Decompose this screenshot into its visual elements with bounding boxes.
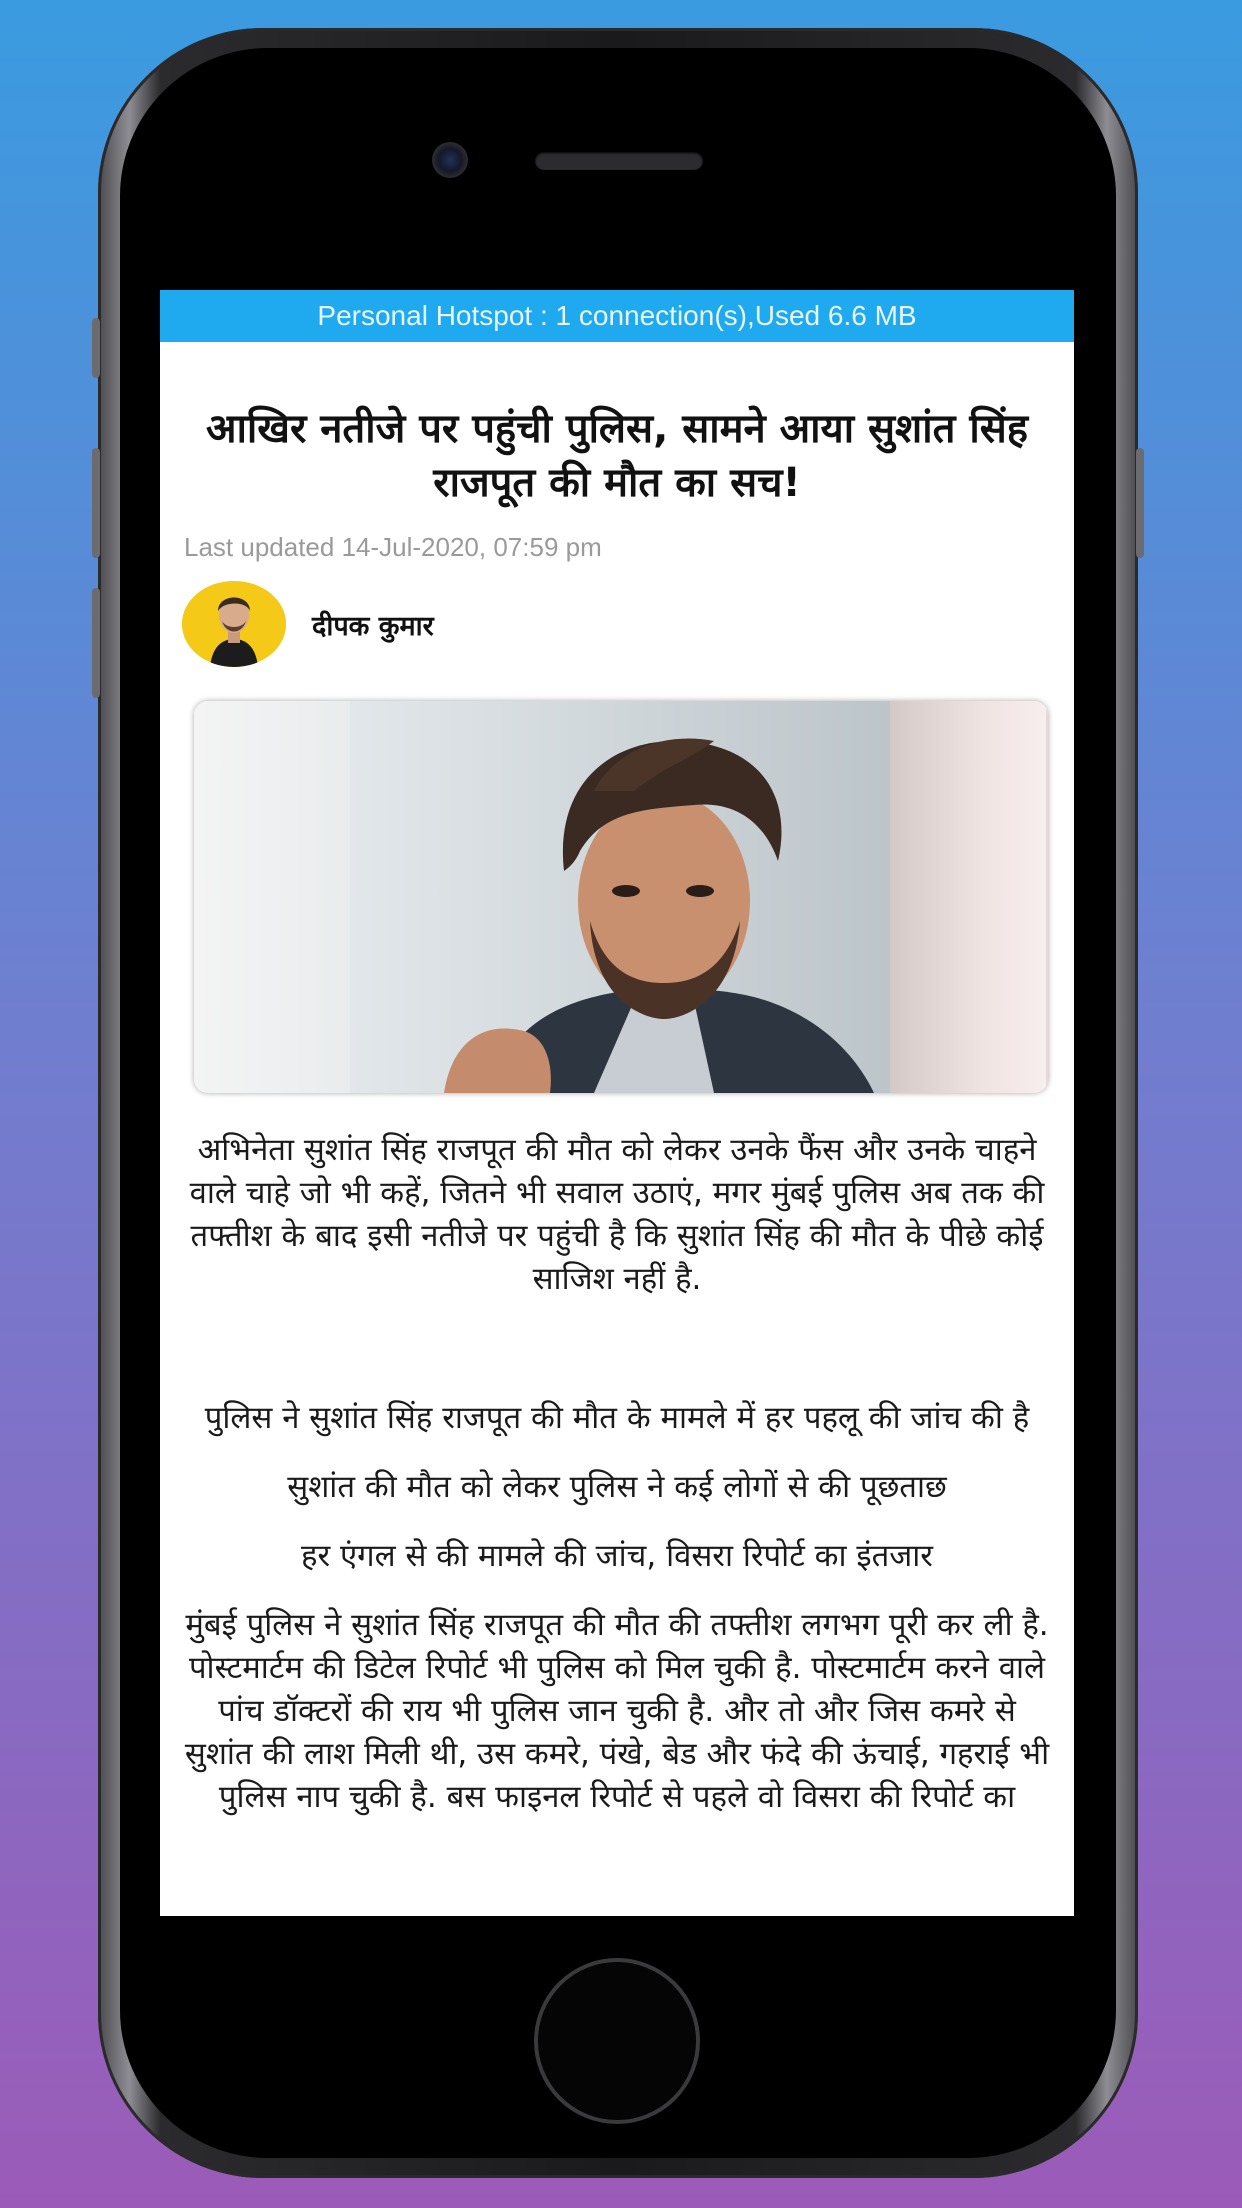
volume-down-button bbox=[92, 588, 100, 698]
article-paragraph: अभिनेता सुशांत सिंह राजपूत की मौत को लेकर उनके फैंस और उनके चाहने वाले चाहे जो भी कहें, जितने भी सवाल उठाएं, मगर मुंबई पुलिस अब तक की तफ्तीश के बाद इसी नतीजे पर पहुंची है कि सुशांत सिंह की मौत के पीछे कोई साजिश नहीं है. bbox=[189, 1132, 1045, 1297]
home-button[interactable] bbox=[534, 1958, 700, 2124]
hotspot-status-bar[interactable]: Personal Hotspot : 1 connection(s),Used 6.6 MB bbox=[160, 290, 1074, 342]
article-hero-image[interactable] bbox=[194, 701, 1048, 1093]
power-button bbox=[1136, 448, 1144, 558]
author-row[interactable] bbox=[182, 581, 1074, 667]
side-button-left-top bbox=[92, 318, 100, 378]
portrait-photo-icon bbox=[194, 701, 1046, 1093]
article-highlight-point: हर एंगल से की मामले की जांच, विसरा रिपोर्ट का इंतजार bbox=[301, 1538, 933, 1574]
author-avatar-icon[interactable] bbox=[182, 581, 286, 667]
article-highlight-point: सुशांत की मौत को लेकर पुलिस ने कई लोगों से की पूछताछ bbox=[287, 1469, 947, 1505]
volume-up-button bbox=[92, 448, 100, 558]
article-paragraph: मुंबई पुलिस ने सुशांत सिंह राजपूत की मौत की तफ्तीश लगभग पूरी कर ली है. पोस्टमार्टम की डिटेल रिपोर्ट भी पुलिस को मिल चुकी है. पोस्टमार्टम करने वाले पांच डॉक्टरों की राय भी पुलिस जान चुकी है. और तो और जिस कमरे से सुशांत की लाश मिली थी, उस कमरे, पंखे, बेड और फंदे की ऊंचाई, गहराई भी पुलिस नाप चुकी है. बस फाइनल रिपोर्ट से पहले वो विसरा की रिपोर्ट का bbox=[184, 1607, 1050, 1815]
author-name[interactable]: दीपक कुमार bbox=[312, 610, 434, 642]
article-headline: आखिर नतीजे पर पहुंची पुलिस, सामने आया सुशांत सिंह राजपूत की मौत का सच! bbox=[205, 406, 1028, 506]
article-body bbox=[180, 1129, 1054, 1819]
article-highlight-point: पुलिस ने सुशांत सिंह राजपूत की मौत के मामले में हर पहलू की जांच की है bbox=[204, 1400, 1030, 1436]
earpiece-speaker bbox=[535, 152, 703, 170]
front-camera-icon bbox=[432, 142, 468, 178]
last-updated-timestamp: Last updated 14-Jul-2020, 07:59 pm bbox=[184, 532, 602, 562]
app-screen bbox=[160, 290, 1074, 1916]
